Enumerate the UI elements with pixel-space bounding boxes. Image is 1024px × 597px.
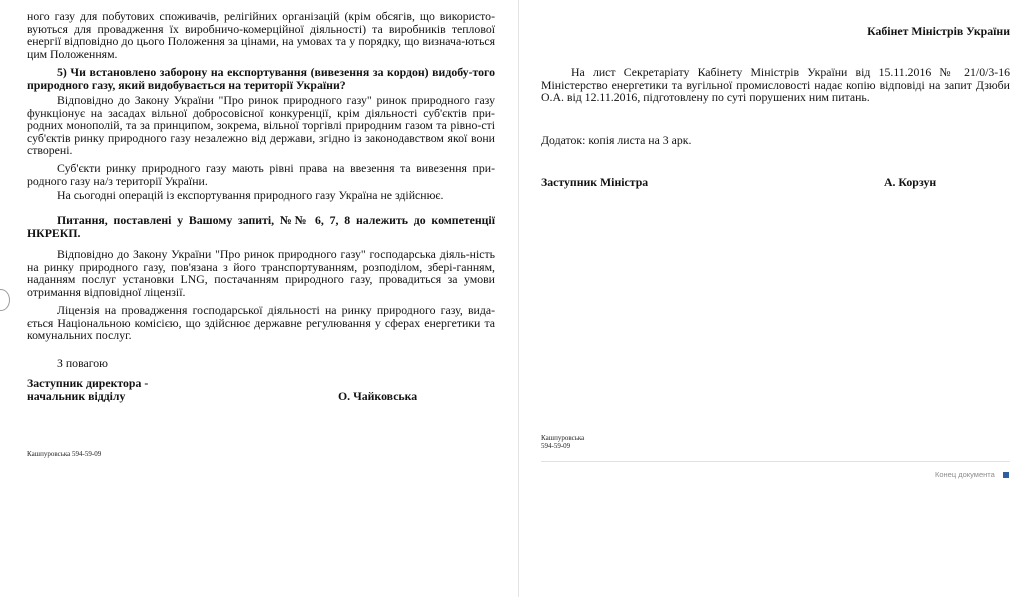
questions-6-7-8-heading: Питання, поставлені у Вашому запиті, №№ 6, 7, 8 належить до компетенції НКРЕКП. bbox=[27, 213, 495, 240]
paragraph-gas-consumers: ного газу для побутових споживачів, релігійних організацій (крім обсягів, що використо-вуються для провадження їх виробничо-комерційної діяльності) та виробників теплової енергії відповідно до цього Положення за цінами, на умовах та у порядку, що визнача-ються цим Положенням. bbox=[27, 9, 495, 61]
addressee: Кабінет Міністрів України bbox=[867, 24, 1010, 38]
paragraph-no-export: На сьогодні операцій із експортування природного газу Україна не здійснює. bbox=[57, 188, 444, 202]
end-marker-icon bbox=[1003, 472, 1009, 478]
end-separator bbox=[541, 461, 1010, 462]
deputy-minister-title: Заступник Міністра bbox=[541, 175, 649, 189]
end-of-document-label: Конец документа bbox=[935, 470, 995, 479]
right-document-page bbox=[519, 0, 1024, 597]
paragraph-gas-market-law: Відповідно до Закону України "Про ринок природного газу" ринок природного газу функціонує на засадах вільної добросовісної конкуренції, крім діяльності суб'єктів при-родних монополій, та за принципом, зокрема, вільної торгівлі природним газом та рівно-сті суб'єктів ринку природного газу незалежно від держави, згідно із законодавством якої вони створені. bbox=[27, 93, 495, 157]
signer-name: О. Чайковська bbox=[338, 389, 418, 403]
signer-title-line-2: начальник відділу bbox=[27, 389, 126, 403]
executor-name: Кашпуровська bbox=[541, 434, 585, 442]
cover-letter-body: На лист Секретаріату Кабінету Міністрів України від 15.11.2016 № 21/0/3-16 Міністерство енергетики та вугільної промисловості надає копію відповіді на запит Дзюби О.А. від 12.11.2016, підготовлену по суті порушених ним питань. bbox=[541, 65, 1010, 104]
signer-title-line-1: Заступник директора - bbox=[27, 376, 149, 390]
executor-contact: Кашпуровська 594-59-09 bbox=[27, 450, 102, 458]
paragraph-licensing-law: Відповідно до Закону України "Про ринок природного газу" господарська діяль-ність на ринку природного газу, пов'язана з його транспортуванням, розподілом, зберi-ганням, наданням послуг установки LNG, постачанням природного газу, провадиться за умови отримання відповідної ліцензії. bbox=[27, 247, 495, 299]
paragraph-license-issuer: Ліцензія на провадження господарської діяльності на ринку природного газу, вида-ється Національною комісією, що здійснює державне регулювання у сферах енергетики та комунальних послуг. bbox=[27, 303, 495, 342]
closing-regards: З повагою bbox=[57, 356, 108, 370]
attachment-note: Додаток: копія листа на 3 арк. bbox=[541, 133, 692, 147]
deputy-minister-name: А. Корзун bbox=[884, 175, 937, 189]
question-5-heading: 5) Чи встановлено заборону на експортування (вивезення за кордон) видобу-того природного газу, який видобувається на території України? bbox=[27, 65, 495, 92]
paragraph-equal-rights: Суб'єкти ринку природного газу мають рівні права на ввезення та вивезення при-родного газу на/з території України. bbox=[27, 161, 495, 188]
executor-phone: 594-59-09 bbox=[541, 442, 571, 450]
